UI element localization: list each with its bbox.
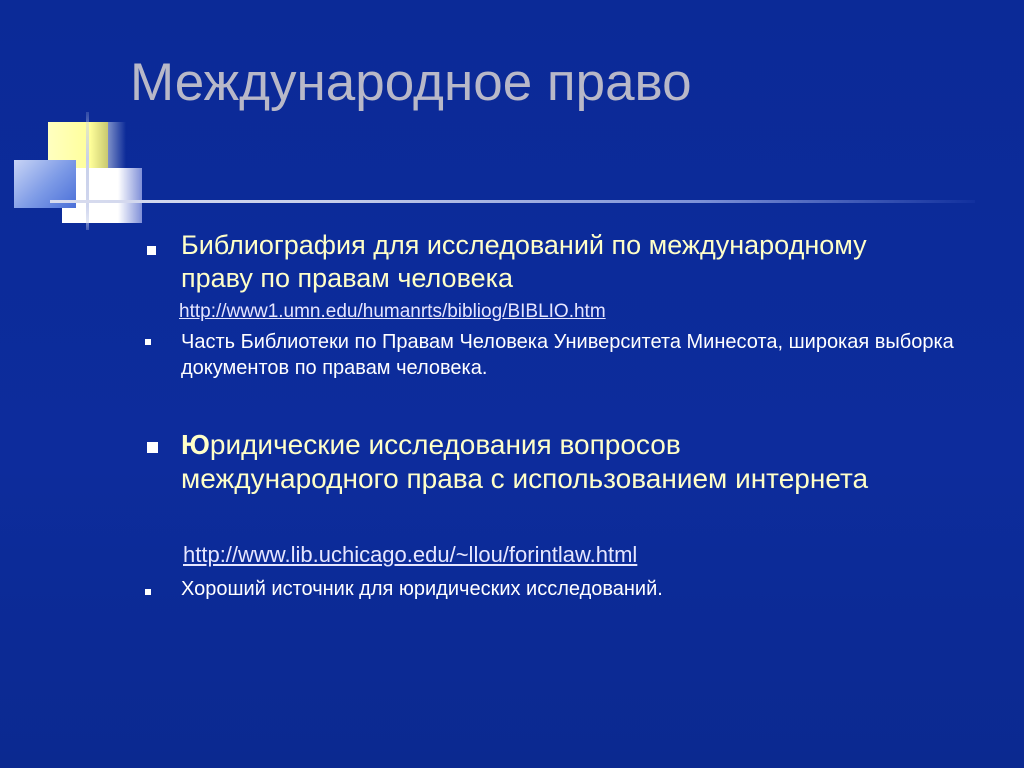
slide-title: Международное право <box>130 53 692 112</box>
bullet-square-icon <box>147 442 158 453</box>
bullet-text-bibliography: Библиография для исследований по международному праву по правам человека <box>181 230 867 293</box>
bold-first-letter: Ю <box>181 429 210 460</box>
bullet-text-umn-description: Часть Библиотеки по Правам Человека Университета Минесота, широкая выборка документов по правам человека. <box>181 331 954 379</box>
bullet-small-square-icon <box>145 339 151 345</box>
bullet-text-legal-research <box>181 428 901 496</box>
bullet-small-square-icon <box>145 589 151 595</box>
bullet-text-good-source: Хороший источник для юридических исследований. <box>181 578 663 600</box>
bullet-square-icon <box>147 246 156 255</box>
link-uchicago-forintlaw[interactable]: http://www.lib.uchicago.edu/~llou/forintlaw.html <box>183 542 638 567</box>
bullet-text-legal-research-rest: ридические исследования вопросов международного права с использованием интернета <box>181 429 869 494</box>
link-umn-biblio[interactable]: http://www1.umn.edu/humanrts/bibliog/BIBLIO.htm <box>179 301 606 322</box>
